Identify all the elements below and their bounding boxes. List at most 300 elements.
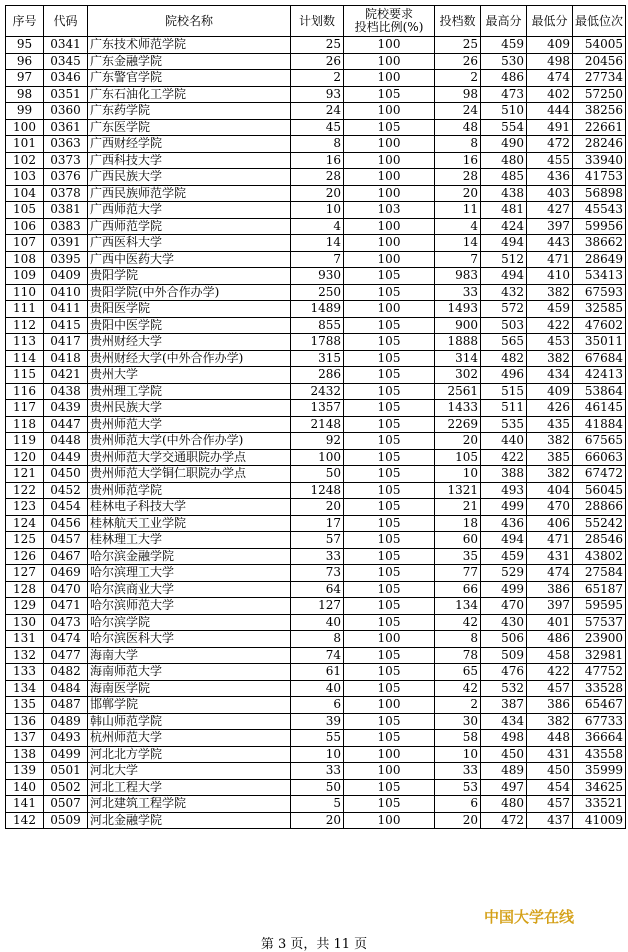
table-row — [6, 614, 626, 631]
table-cell: 0360 — [44, 103, 88, 120]
table-cell: 28546 — [573, 532, 626, 549]
table-cell: 385 — [527, 449, 573, 466]
table-cell: 桂林理工大学 — [88, 532, 291, 549]
table-cell: 0341 — [44, 37, 88, 54]
table-cell: 河北大学 — [88, 763, 291, 780]
table-cell: 1788 — [291, 334, 344, 351]
table-cell: 131 — [6, 631, 44, 648]
table-cell: 437 — [527, 812, 573, 829]
table-cell: 491 — [527, 119, 573, 136]
table-cell: 0391 — [44, 235, 88, 252]
table-row — [6, 53, 626, 70]
table-cell: 448 — [527, 730, 573, 747]
table-cell: 96 — [6, 53, 44, 70]
column-header: 投档数 — [435, 6, 481, 37]
table-cell: 42 — [435, 680, 481, 697]
table-cell: 105 — [344, 565, 435, 582]
column-header: 序号 — [6, 6, 44, 37]
table-cell: 66063 — [573, 449, 626, 466]
table-row — [6, 548, 626, 565]
table-cell: 4 — [435, 218, 481, 235]
table-row — [6, 350, 626, 367]
table-cell: 471 — [527, 251, 573, 268]
table-cell: 42 — [435, 614, 481, 631]
table-cell: 海南大学 — [88, 647, 291, 664]
table-cell: 431 — [527, 548, 573, 565]
table-cell: 515 — [481, 383, 527, 400]
table-cell: 105 — [344, 466, 435, 483]
table-cell: 142 — [6, 812, 44, 829]
table-cell: 113 — [6, 334, 44, 351]
table-cell: 512 — [481, 251, 527, 268]
table-cell: 100 — [344, 631, 435, 648]
table-cell: 河北北方学院 — [88, 746, 291, 763]
column-header: 院校名称 — [88, 6, 291, 37]
table-cell: 130 — [6, 614, 44, 631]
table-cell: 105 — [344, 86, 435, 103]
table-cell: 41009 — [573, 812, 626, 829]
table-cell: 28246 — [573, 136, 626, 153]
table-cell: 广西中医药大学 — [88, 251, 291, 268]
table-cell: 0418 — [44, 350, 88, 367]
table-cell: 112 — [6, 317, 44, 334]
table-cell: 广西财经学院 — [88, 136, 291, 153]
table-cell: 河北工程大学 — [88, 779, 291, 796]
table-cell: 48 — [435, 119, 481, 136]
table-cell: 40 — [291, 614, 344, 631]
table-cell: 99 — [6, 103, 44, 120]
table-cell: 0450 — [44, 466, 88, 483]
table-row — [6, 334, 626, 351]
table-cell: 458 — [527, 647, 573, 664]
table-cell: 64 — [291, 581, 344, 598]
table-cell: 74 — [291, 647, 344, 664]
table-cell: 250 — [291, 284, 344, 301]
table-cell: 127 — [6, 565, 44, 582]
table-cell: 440 — [481, 433, 527, 450]
table-cell: 139 — [6, 763, 44, 780]
table-cell: 509 — [481, 647, 527, 664]
admission-table — [5, 5, 626, 829]
table-cell: 434 — [481, 713, 527, 730]
column-header: 最低分 — [527, 6, 573, 37]
table-cell: 广东警官学院 — [88, 70, 291, 87]
table-cell: 广东技术师范学院 — [88, 37, 291, 54]
table-cell: 510 — [481, 103, 527, 120]
table-cell: 104 — [6, 185, 44, 202]
table-cell: 0489 — [44, 713, 88, 730]
table-cell: 459 — [527, 301, 573, 318]
table-cell: 0452 — [44, 482, 88, 499]
table-cell: 20 — [435, 812, 481, 829]
table-cell: 490 — [481, 136, 527, 153]
table-cell: 100 — [344, 37, 435, 54]
table-cell: 57537 — [573, 614, 626, 631]
table-cell: 105 — [344, 499, 435, 516]
table-cell: 60 — [435, 532, 481, 549]
table-cell: 105 — [344, 779, 435, 796]
table-cell: 28 — [435, 169, 481, 186]
table-cell: 59595 — [573, 598, 626, 615]
table-cell: 93 — [291, 86, 344, 103]
table-cell: 470 — [527, 499, 573, 516]
table-cell: 18 — [435, 515, 481, 532]
table-cell: 453 — [527, 334, 573, 351]
table-cell: 65467 — [573, 697, 626, 714]
table-cell: 0411 — [44, 301, 88, 318]
table-cell: 66 — [435, 581, 481, 598]
table-cell: 20 — [435, 433, 481, 450]
table-row — [6, 416, 626, 433]
table-cell: 1493 — [435, 301, 481, 318]
table-cell: 100 — [344, 235, 435, 252]
table-cell: 100 — [344, 152, 435, 169]
table-cell: 广东药学院 — [88, 103, 291, 120]
table-cell: 海南医学院 — [88, 680, 291, 697]
table-cell: 457 — [527, 680, 573, 697]
table-cell: 105 — [344, 680, 435, 697]
table-cell: 409 — [527, 383, 573, 400]
table-cell: 554 — [481, 119, 527, 136]
table-cell: 0509 — [44, 812, 88, 829]
table-cell: 302 — [435, 367, 481, 384]
table-cell: 0373 — [44, 152, 88, 169]
table-cell: 382 — [527, 350, 573, 367]
table-cell: 494 — [481, 268, 527, 285]
table-cell: 45 — [291, 119, 344, 136]
table-cell: 11 — [435, 202, 481, 219]
table-cell: 116 — [6, 383, 44, 400]
table-cell: 47602 — [573, 317, 626, 334]
table-cell: 506 — [481, 631, 527, 648]
table-cell: 广东石油化工学院 — [88, 86, 291, 103]
table-cell: 105 — [344, 317, 435, 334]
table-row — [6, 317, 626, 334]
table-cell: 邯郸学院 — [88, 697, 291, 714]
page-footer: 第 3 页，共 11 页 — [260, 937, 368, 952]
table-cell: 100 — [344, 136, 435, 153]
table-cell: 47752 — [573, 664, 626, 681]
table-cell: 2561 — [435, 383, 481, 400]
table-cell: 20456 — [573, 53, 626, 70]
table-cell: 424 — [481, 218, 527, 235]
table-cell: 0395 — [44, 251, 88, 268]
table-cell: 100 — [344, 53, 435, 70]
table-cell: 105 — [344, 449, 435, 466]
table-row — [6, 400, 626, 417]
table-cell: 贵州师范大学交通职院办学点 — [88, 449, 291, 466]
table-cell: 43802 — [573, 548, 626, 565]
table-cell: 115 — [6, 367, 44, 384]
table-cell: 1433 — [435, 400, 481, 417]
table-cell: 8 — [291, 631, 344, 648]
table-cell: 41884 — [573, 416, 626, 433]
table-cell: 480 — [481, 152, 527, 169]
table-cell: 105 — [344, 268, 435, 285]
table-cell: 33 — [435, 284, 481, 301]
table-row — [6, 779, 626, 796]
table-cell: 105 — [344, 532, 435, 549]
table-cell: 450 — [527, 763, 573, 780]
table-cell: 470 — [481, 598, 527, 615]
table-cell: 8 — [291, 136, 344, 153]
table-cell: 35011 — [573, 334, 626, 351]
table-cell: 2 — [435, 697, 481, 714]
table-cell: 105 — [344, 433, 435, 450]
table-cell: 14 — [435, 235, 481, 252]
table-cell: 0477 — [44, 647, 88, 664]
table-cell: 0363 — [44, 136, 88, 153]
table-cell: 900 — [435, 317, 481, 334]
table-cell: 105 — [344, 664, 435, 681]
table-cell: 0438 — [44, 383, 88, 400]
table-cell: 503 — [481, 317, 527, 334]
table-body — [6, 37, 626, 829]
table-cell: 杭州师范大学 — [88, 730, 291, 747]
table-cell: 67733 — [573, 713, 626, 730]
table-cell: 25 — [435, 37, 481, 54]
table-cell: 493 — [481, 482, 527, 499]
column-header: 最低位次 — [573, 6, 626, 37]
table-cell: 100 — [344, 185, 435, 202]
table-cell: 100 — [344, 763, 435, 780]
table-cell: 119 — [6, 433, 44, 450]
table-row — [6, 680, 626, 697]
table-cell: 403 — [527, 185, 573, 202]
table-cell: 32585 — [573, 301, 626, 318]
table-cell: 贵阳中医学院 — [88, 317, 291, 334]
table-cell: 105 — [344, 598, 435, 615]
table-cell: 33521 — [573, 796, 626, 813]
table-cell: 0447 — [44, 416, 88, 433]
table-cell: 桂林电子科技大学 — [88, 499, 291, 516]
table-cell: 广东金融学院 — [88, 53, 291, 70]
table-cell: 855 — [291, 317, 344, 334]
table-cell: 387 — [481, 697, 527, 714]
table-cell: 42413 — [573, 367, 626, 384]
table-cell: 402 — [527, 86, 573, 103]
table-cell: 0502 — [44, 779, 88, 796]
table-row — [6, 499, 626, 516]
table-cell: 10 — [435, 746, 481, 763]
table-cell: 100 — [344, 169, 435, 186]
table-cell: 78 — [435, 647, 481, 664]
table-cell: 55242 — [573, 515, 626, 532]
table-cell: 430 — [481, 614, 527, 631]
table-cell: 105 — [6, 202, 44, 219]
table-cell: 46145 — [573, 400, 626, 417]
table-cell: 397 — [527, 598, 573, 615]
table-cell: 499 — [481, 581, 527, 598]
table-cell: 0471 — [44, 598, 88, 615]
table-cell: 105 — [344, 284, 435, 301]
table-cell: 45543 — [573, 202, 626, 219]
table-cell: 386 — [527, 581, 573, 598]
table-header-row — [6, 6, 626, 37]
table-cell: 105 — [344, 647, 435, 664]
table-cell: 471 — [527, 532, 573, 549]
table-row — [6, 284, 626, 301]
table-cell: 382 — [527, 433, 573, 450]
table-cell: 472 — [481, 812, 527, 829]
table-cell: 457 — [527, 796, 573, 813]
table-row — [6, 482, 626, 499]
table-cell: 0493 — [44, 730, 88, 747]
table-cell: 0467 — [44, 548, 88, 565]
table-cell: 65187 — [573, 581, 626, 598]
table-cell: 388 — [481, 466, 527, 483]
table-cell: 33 — [291, 763, 344, 780]
table-cell: 105 — [344, 614, 435, 631]
table-cell: 哈尔滨学院 — [88, 614, 291, 631]
table-cell: 105 — [344, 350, 435, 367]
table-cell: 472 — [527, 136, 573, 153]
table-cell: 贵州师范大学 — [88, 416, 291, 433]
table-cell: 121 — [6, 466, 44, 483]
table-cell: 105 — [344, 515, 435, 532]
table-cell: 427 — [527, 202, 573, 219]
table-cell: 贵州民族大学 — [88, 400, 291, 417]
table-row — [6, 664, 626, 681]
table-row — [6, 152, 626, 169]
table-cell: 4 — [291, 218, 344, 235]
table-row — [6, 301, 626, 318]
table-cell: 95 — [6, 37, 44, 54]
table-cell: 97 — [6, 70, 44, 87]
table-cell: 473 — [481, 86, 527, 103]
table-cell: 27734 — [573, 70, 626, 87]
table-cell: 0410 — [44, 284, 88, 301]
table-cell: 57 — [291, 532, 344, 549]
table-cell: 38662 — [573, 235, 626, 252]
table-cell: 8 — [435, 136, 481, 153]
table-cell: 5 — [291, 796, 344, 813]
table-row — [6, 449, 626, 466]
table-cell: 20 — [291, 185, 344, 202]
table-cell: 499 — [481, 499, 527, 516]
table-cell: 401 — [527, 614, 573, 631]
table-cell: 1888 — [435, 334, 481, 351]
table-cell: 0487 — [44, 697, 88, 714]
table-cell: 434 — [527, 367, 573, 384]
table-cell: 0470 — [44, 581, 88, 598]
table-cell: 129 — [6, 598, 44, 615]
table-cell: 123 — [6, 499, 44, 516]
table-row — [6, 185, 626, 202]
table-cell: 35999 — [573, 763, 626, 780]
table-cell: 454 — [527, 779, 573, 796]
table-cell: 930 — [291, 268, 344, 285]
table-cell: 2 — [435, 70, 481, 87]
table-row — [6, 86, 626, 103]
table-cell: 530 — [481, 53, 527, 70]
table-cell: 34625 — [573, 779, 626, 796]
table-cell: 532 — [481, 680, 527, 697]
table-cell: 436 — [481, 515, 527, 532]
table-cell: 0376 — [44, 169, 88, 186]
table-cell: 105 — [435, 449, 481, 466]
table-cell: 0417 — [44, 334, 88, 351]
table-cell: 103 — [6, 169, 44, 186]
table-cell: 422 — [481, 449, 527, 466]
table-cell: 2 — [291, 70, 344, 87]
table-cell: 382 — [527, 284, 573, 301]
table-cell: 486 — [481, 70, 527, 87]
table-cell: 0378 — [44, 185, 88, 202]
table-cell: 23900 — [573, 631, 626, 648]
table-cell: 77 — [435, 565, 481, 582]
table-row — [6, 565, 626, 582]
table-row — [6, 796, 626, 813]
table-cell: 贵州师范大学(中外合作办学) — [88, 433, 291, 450]
table-cell: 111 — [6, 301, 44, 318]
table-cell: 100 — [344, 697, 435, 714]
table-cell: 105 — [344, 383, 435, 400]
table-cell: 105 — [344, 730, 435, 747]
table-cell: 广东医学院 — [88, 119, 291, 136]
table-row — [6, 218, 626, 235]
table-cell: 100 — [291, 449, 344, 466]
table-cell: 57250 — [573, 86, 626, 103]
table-cell: 140 — [6, 779, 44, 796]
table-cell: 572 — [481, 301, 527, 318]
table-cell: 114 — [6, 350, 44, 367]
table-cell: 贵州师范学院 — [88, 482, 291, 499]
table-cell: 107 — [6, 235, 44, 252]
table-cell: 100 — [344, 70, 435, 87]
table-cell: 哈尔滨师范大学 — [88, 598, 291, 615]
table-cell: 55 — [291, 730, 344, 747]
table-cell: 105 — [344, 400, 435, 417]
table-cell: 459 — [481, 37, 527, 54]
table-cell: 101 — [6, 136, 44, 153]
table-cell: 102 — [6, 152, 44, 169]
table-cell: 132 — [6, 647, 44, 664]
table-cell: 422 — [527, 317, 573, 334]
table-cell: 67684 — [573, 350, 626, 367]
table-cell: 40 — [291, 680, 344, 697]
table-cell: 476 — [481, 664, 527, 681]
table-cell: 105 — [344, 334, 435, 351]
table-cell: 314 — [435, 350, 481, 367]
column-header: 最高分 — [481, 6, 527, 37]
table-row — [6, 235, 626, 252]
table-cell: 36664 — [573, 730, 626, 747]
table-row — [6, 202, 626, 219]
table-cell: 2432 — [291, 383, 344, 400]
table-cell: 28 — [291, 169, 344, 186]
table-cell: 6 — [435, 796, 481, 813]
table-cell: 桂林航天工业学院 — [88, 515, 291, 532]
table-cell: 105 — [344, 367, 435, 384]
table-cell: 529 — [481, 565, 527, 582]
table-cell: 105 — [344, 416, 435, 433]
table-cell: 120 — [6, 449, 44, 466]
table-cell: 118 — [6, 416, 44, 433]
table-cell: 38256 — [573, 103, 626, 120]
table-cell: 105 — [344, 119, 435, 136]
table-row — [6, 169, 626, 186]
table-cell: 1321 — [435, 482, 481, 499]
table-cell: 32981 — [573, 647, 626, 664]
table-cell: 136 — [6, 713, 44, 730]
table-cell: 22661 — [573, 119, 626, 136]
table-cell: 103 — [344, 202, 435, 219]
table-cell: 20 — [435, 185, 481, 202]
table-cell: 105 — [344, 482, 435, 499]
table-cell: 105 — [344, 581, 435, 598]
table-cell: 17 — [291, 515, 344, 532]
